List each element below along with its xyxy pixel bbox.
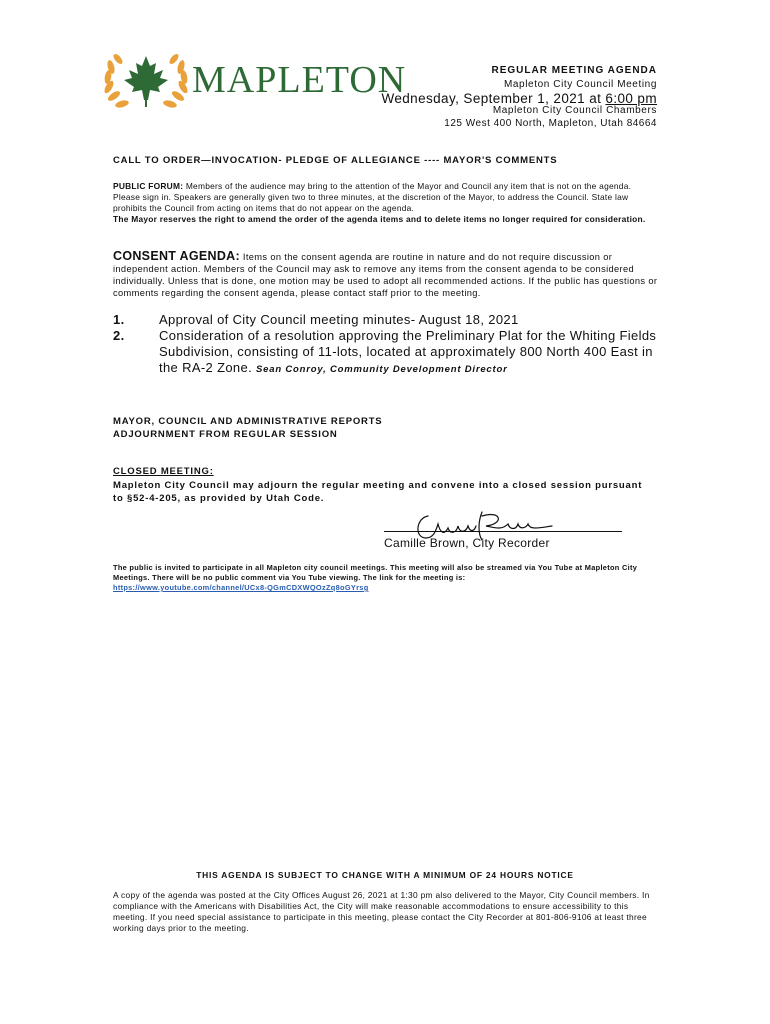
meeting-location: Mapleton City Council Chambers: [492, 105, 657, 116]
youtube-link[interactable]: https://www.youtube.com/channel/UCx8-QGmCDXWQOzZq8oGYrsg: [113, 583, 369, 592]
agenda-title: REGULAR MEETING AGENDA: [491, 65, 657, 76]
public-forum-label: PUBLIC FORUM:: [113, 181, 184, 191]
reports-heading: MAYOR, COUNCIL AND ADMINISTRATIVE REPORTS: [113, 416, 383, 427]
agenda-item: [113, 312, 661, 328]
meeting-date-text: Wednesday, September 1, 2021 at: [381, 91, 606, 106]
public-forum-text: Members of the audience may bring to the attention of the Mayor and Council any item that is not on the agenda. Please sign in. Speakers are generally given two to three minutes, at the discretion of the Mayor, to address the Council. State law prohibits the Council from acting on items that do not appear on the agenda.: [113, 181, 632, 213]
change-notice: THIS AGENDA IS SUBJECT TO CHANGE WITH A MINIMUM OF 24 HOURS NOTICE: [196, 870, 574, 880]
recorder-name: Camille Brown, City Recorder: [384, 536, 550, 550]
agenda-item-number: 2.: [113, 328, 125, 343]
agenda-item: [113, 328, 661, 378]
adjournment-heading: ADJOURNMENT FROM REGULAR SESSION: [113, 429, 338, 440]
public-forum: [113, 181, 658, 225]
agenda-item-number: 1.: [113, 312, 125, 327]
consent-agenda-label: CONSENT AGENDA:: [113, 249, 240, 263]
meeting-address: 125 West 400 North, Mapleton, Utah 84664: [444, 118, 657, 129]
closed-meeting-heading: CLOSED MEETING:: [113, 466, 214, 477]
maple-leaf-wreath-icon: [100, 50, 192, 114]
closed-meeting-text: Mapleton City Council may adjourn the regular meeting and convene into a closed session pursuant to §52-4-205, as provided by Utah Code.: [113, 480, 643, 504]
agenda-order-note: The Mayor reserves the right to amend the order of the agenda items and to delete items no longer required for consideration.: [113, 214, 646, 224]
meeting-subtitle: Mapleton City Council Meeting: [503, 79, 657, 90]
logo-wordmark: MAPLETON: [192, 59, 407, 101]
meeting-date: [381, 91, 657, 106]
meeting-time: 6:00 pm: [605, 91, 657, 106]
agenda-items: [113, 312, 661, 378]
consent-agenda: [113, 250, 661, 299]
posting-statement: A copy of the agenda was posted at the City Offices August 26, 2021 at 1:30 pm also delivered to the Mayor, City Council members. In compliance with the Americans with Disabilities Act, the City will make reasonable accommodations to ensure accessibility to this meeting. If you need special assistance to participate in this meeting, please contact the City Recorder at 801-806-9106 at least three working days prior to the meeting.: [113, 890, 650, 933]
consent-agenda-text: Items on the consent agenda are routine in nature and do not require discussion or independent action. Members of the Council may ask to remove any items from the consent agenda to be considered individually. Unless that is done, one motion may be used to adopt all recommended actions. If the public has questions or comments regarding the consent agenda, please contact staff prior to the meeting.: [113, 252, 658, 298]
agenda-item-text: Approval of City Council meeting minutes- August 18, 2021: [159, 312, 519, 327]
agenda-item-text: Consideration of a resolution approving the Preliminary Plat for the Whiting Fields Subdivision, consisting of 11-lots, located at approximately 800 North 400 East in the RA-2 Zone.: [159, 328, 657, 375]
public-notice-text: The public is invited to participate in all Mapleton city council meetings. This meeting will also be streamed via You Tube at Mapleton City Meetings. There will be no public comment via You Tube viewing. The link for the meeting is:: [113, 563, 638, 582]
agenda-item-presenter: Sean Conroy, Community Development Director: [256, 364, 508, 375]
call-to-order-heading: CALL TO ORDER—INVOCATION- PLEDGE OF ALLEGIANCE ---- MAYOR'S COMMENTS: [113, 155, 558, 166]
public-participation-notice: [113, 563, 658, 593]
